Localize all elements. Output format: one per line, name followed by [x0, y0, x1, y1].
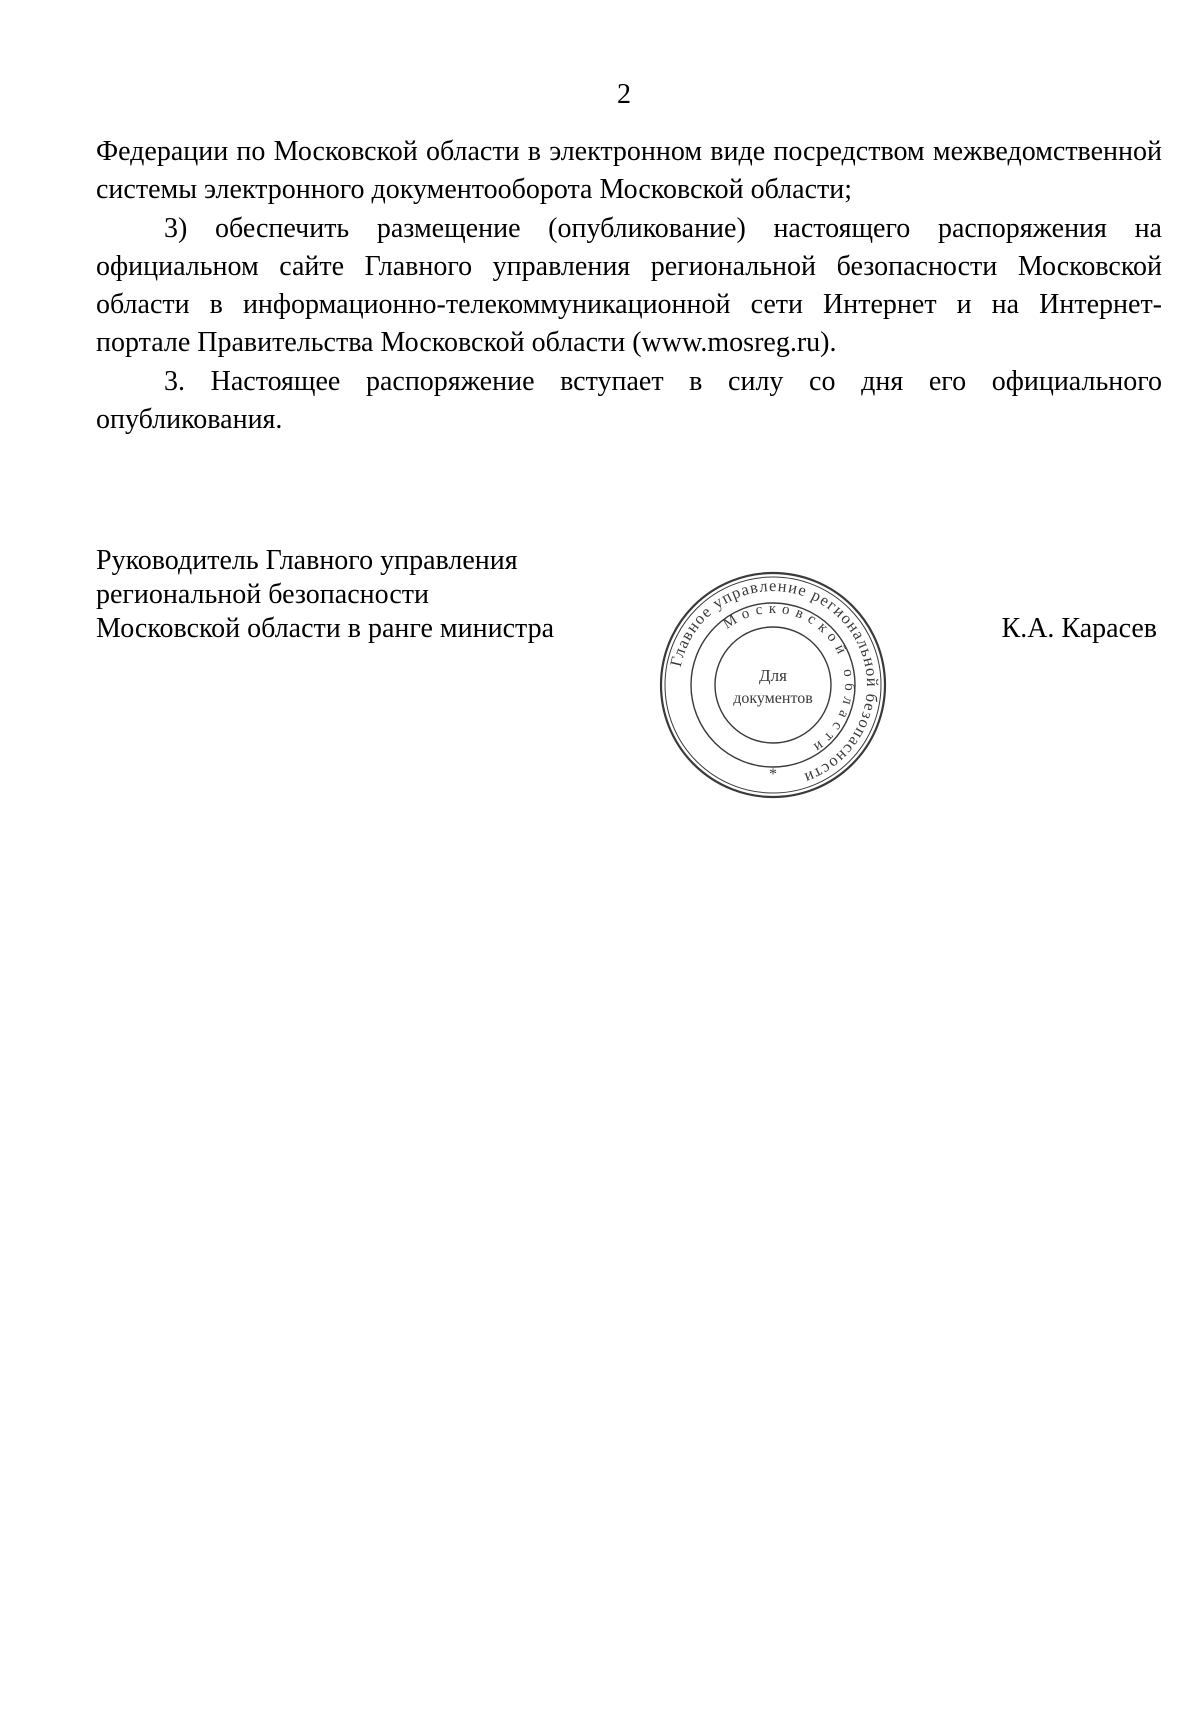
page-number: 2 — [617, 79, 631, 110]
paragraph-continuation: Федерации по Московской области в электронном виде посредством межведомственной системы электронного документооборота Московской области; — [96, 136, 1162, 206]
seal-outer-text: Главное управление региональной безопасности — [665, 575, 883, 789]
seal-inner-text: Московской области — [720, 600, 858, 759]
seal-graphic — [656, 568, 890, 802]
position-line-1: Руководитель Главного управления — [96, 545, 518, 576]
seal-center-line-1: Для — [759, 666, 787, 685]
position-line-2: региональной безопасности — [96, 579, 429, 610]
signatory-position — [96, 544, 616, 646]
official-seal — [656, 568, 890, 802]
position-line-3: Московской области в ранге министра — [96, 613, 555, 644]
document-body — [96, 133, 1162, 439]
paragraph-clause-3: 3. Настоящее распоряжение вступает в силу со дня его официального опубликования. — [96, 365, 1162, 436]
signatory-name: К.А. Карасев — [1001, 613, 1157, 644]
seal-center-line-2: документов — [733, 690, 813, 707]
paragraph-item-3: 3) обеспечить размещение (опубликование) настоящего распоряжения на официальном сайте Главного управления региональной безопасности Московской области в информационно-телекоммуникационной сети Интернет и на Интернет-портале Правительства Московской области (www.mosreg.ru). — [96, 212, 1162, 359]
seal-bottom-mark: * — [769, 766, 777, 783]
